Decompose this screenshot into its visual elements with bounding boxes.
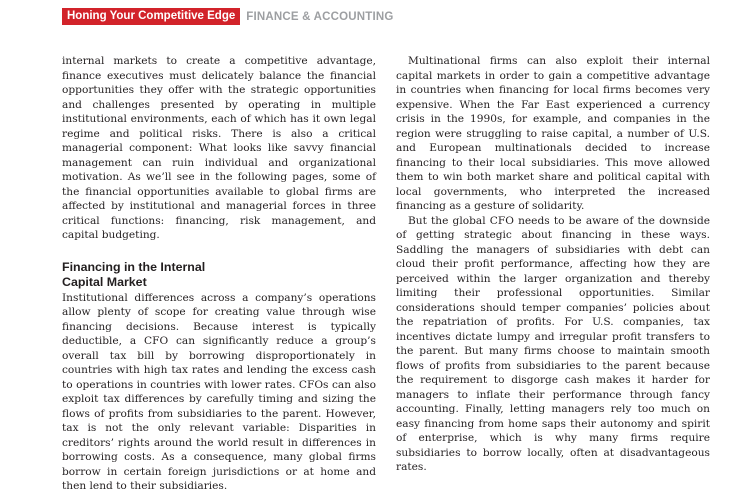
running-header: [62, 8, 394, 25]
section-label: FINANCE & ACCOUNTING: [246, 10, 394, 23]
right-paragraph-2: But the global CFO needs to be aware of the downside of getting strategic about financing in these ways. Saddling the managers of subsidiaries with debt can cloud their profit performance, affecting how they are perceived within the larger organization and thereby limiting their professional opportunities. Similar considerations should temper companies’ policies about the repatriation of profits. For U.S. companies, tax incentives dictate lumpy and irregular profit transfers to the parent. But many firms choose to maintain smooth flows of profits from subsidiaries to the parent because the requirement to disgorge cash makes it harder for managers to inflate their performance through fancy accounting. Finally, letting managers rely too much on easy financing from home saps their autonomy and spirit of enterprise, which is why many firms require subsidiaries to borrow locally, often at disadvantageous rates.: [396, 214, 710, 473]
series-tag: Honing Your Competitive Edge: [62, 8, 240, 25]
right-column: [396, 54, 710, 475]
left-column: [62, 54, 376, 494]
body-paragraph: Institutional differences across a company’s operations allow plenty of scope for creating value through wise financing decisions. Because interest is typically deductible, a CFO can significantly reduce a group’s overall tax bill by borrowing disproportionately in countries with high tax rates and lending the excess cash to operations in countries with lower rates. CFOs can also exploit tax differences by carefully timing and sizing the flows of profits from subsidiaries to the parent. However, tax is not the only relevant variable: Disparities in creditors’ rights around the world result in differences in borrowing costs. As a consequence, many global firms borrow in certain foreign jurisdictions or at home and then lend to their subsidiaries.: [62, 291, 376, 492]
right-paragraph-1: Multinational firms can also exploit their internal capital markets in order to gain a competitive advantage in countries when financing for local firms becomes very expensive. When the Far East experienced a currency crisis in the 1990s, for example, and companies in the region were struggling to raise capital, a number of U.S. and European multinationals decided to increase financing to their local subsidiaries. This move allowed them to win both market share and political capital with local governments, who interpreted the increased financing as a gesture of solidarity.: [396, 55, 710, 212]
section-heading: Financing in the Internal Capital Market: [62, 259, 206, 289]
paragraph-gap: [62, 243, 376, 260]
intro-paragraph: internal markets to create a competitive advantage, finance executives must delicately balance the financial opportunities they offer with the strategic opportunities and challenges presented by operating in multiple institutional environments, each of which has it own legal regime and political risks. There is also a critical managerial component: What looks like savvy financial management can ruin individual and organizational motivation. As we’ll see in the following pages, some of the financial opportunities available to global firms are affected by institutional and managerial forces in three critical functions: financing, risk management, and capital budgeting.: [62, 55, 376, 241]
